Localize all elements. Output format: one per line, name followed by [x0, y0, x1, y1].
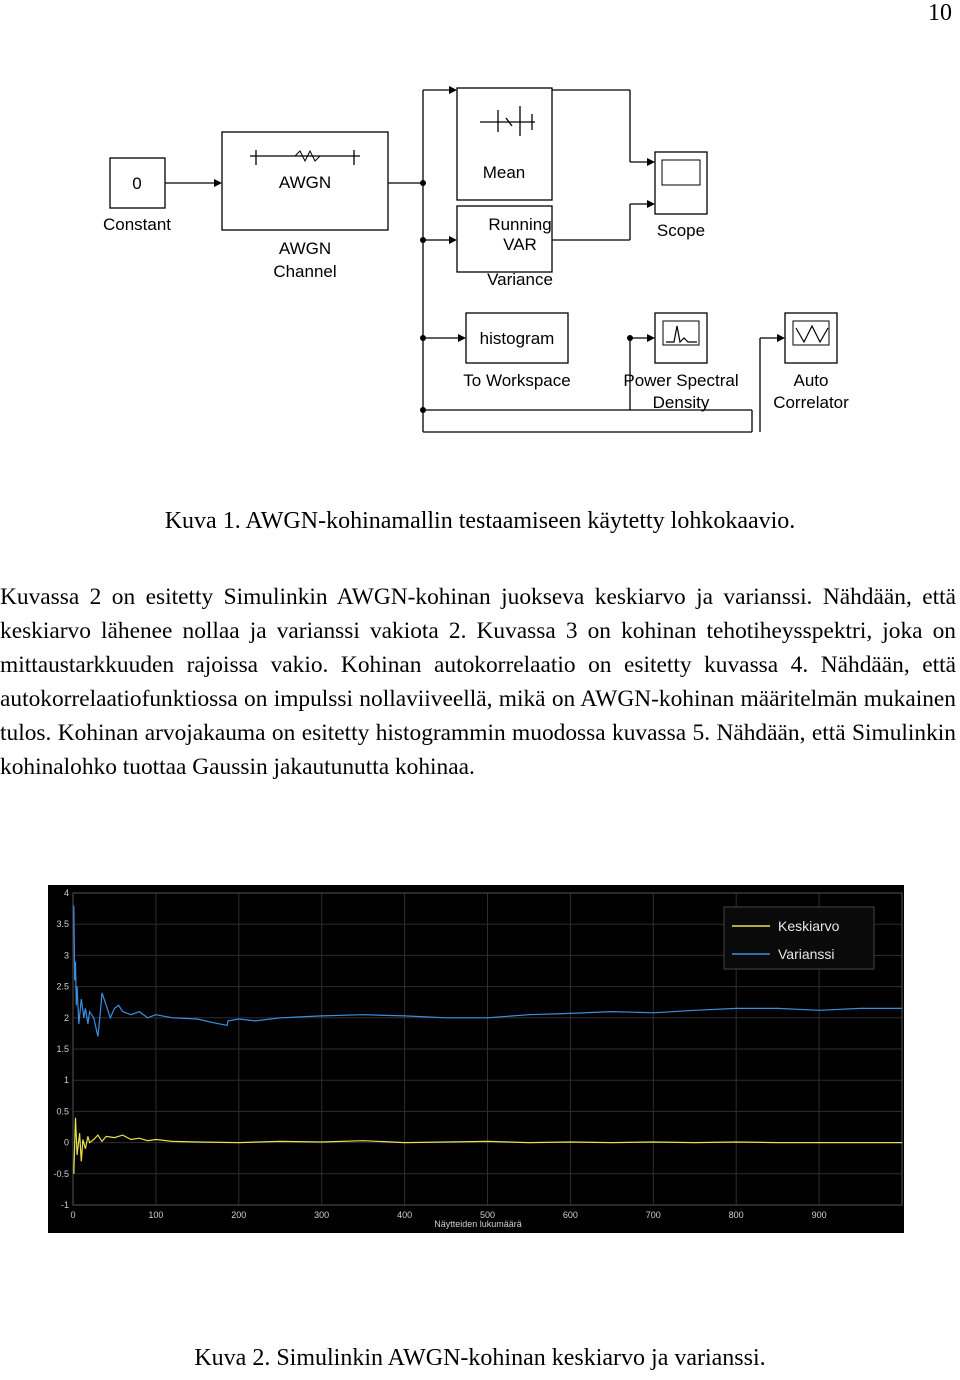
constant-label: Constant — [102, 215, 172, 234]
mean-label: Mean — [482, 163, 526, 182]
awgn-inner-label: AWGN — [278, 173, 332, 192]
mean-variance-chart — [48, 885, 904, 1233]
x-tick-label: 300 — [314, 1210, 330, 1220]
mean-block — [457, 88, 552, 200]
figure1-caption: Kuva 1. AWGN-kohinamallin testaamiseen käytetty lohkokaavio. — [164, 508, 796, 534]
y-tick-label: 2 — [63, 1012, 69, 1023]
autocorr-label-line2: Correlator — [773, 393, 849, 412]
y-tick-label: -0.5 — [53, 1168, 69, 1179]
awgn-label-line2: Channel — [273, 262, 337, 281]
y-tick-label: 1 — [63, 1075, 69, 1086]
y-tick-label: 4 — [63, 888, 69, 898]
x-axis-label: Näytteiden lukumäärä — [434, 1219, 522, 1229]
x-tick-label: 600 — [562, 1210, 578, 1220]
body-paragraph: Kuvassa 2 on esitetty Simulinkin AWGN-kohinan juokseva keskiarvo ja varianssi. Nähdään, että keskiarvo lähenee nollaa ja varianssi vakiota 2. Kuvassa 3 on kohinan tehotiheysspektri, joka on mittaustarkkuuden rajoissa vakio. Kohinan autokorrelaatio on esitetty kuvassa 4. Nähdään, että autokorrelaatiofunktiossa on impulssi nollaviiveellä, mikä on AWGN-kohinan määritelmän mukainen tulos. Kohinan arvojakauma on esitetty histogrammin muodossa kuvassa 5. Nähdään, että Simulinkin kohinalohko tuottaa Gaussin jakautunutta kohinaa. — [0, 584, 956, 780]
x-tick-label: 900 — [811, 1210, 827, 1220]
x-tick-label: 100 — [148, 1210, 164, 1220]
x-tick-label: 200 — [231, 1210, 247, 1220]
figure2-caption: Kuva 2. Simulinkin AWGN-kohinan keskiarvo ja varianssi. — [194, 1345, 766, 1371]
y-tick-label: 0.5 — [56, 1106, 69, 1117]
y-tick-label: 2.5 — [56, 981, 69, 992]
y-tick-label: 3.5 — [56, 919, 69, 930]
constant-value: 0 — [132, 174, 142, 193]
workspace-inner-label: histogram — [479, 329, 555, 348]
y-tick-label: 3 — [63, 950, 69, 961]
legend-entry: Varianssi — [778, 946, 835, 962]
psd-label-line1: Power Spectral — [623, 371, 739, 390]
psd-label-line2: Density — [652, 393, 710, 412]
x-tick-label: 800 — [728, 1210, 744, 1220]
y-tick-label: 0 — [63, 1137, 69, 1148]
variance-inner-line1: Running — [488, 215, 552, 234]
awgn-label-line1: AWGN — [278, 239, 332, 258]
x-tick-label: 500 — [479, 1210, 496, 1220]
x-tick-label: 400 — [397, 1210, 413, 1220]
x-tick-label: 700 — [645, 1210, 661, 1220]
block-diagram — [0, 70, 960, 450]
page-number: 10 — [928, 0, 952, 26]
scope-block — [655, 152, 707, 214]
y-tick-label: 1.5 — [56, 1044, 69, 1054]
variance-label: Variance — [487, 270, 553, 289]
workspace-label: To Workspace — [463, 371, 571, 390]
chart-frame — [48, 885, 904, 1233]
scope-label: Scope — [656, 221, 706, 240]
legend-entry: Keskiarvo — [778, 918, 840, 934]
variance-inner-line2: VAR — [503, 235, 537, 254]
x-tick-label: 0 — [70, 1210, 76, 1220]
y-tick-label: -1 — [60, 1200, 69, 1210]
autocorr-label-line1: Auto — [793, 371, 829, 390]
